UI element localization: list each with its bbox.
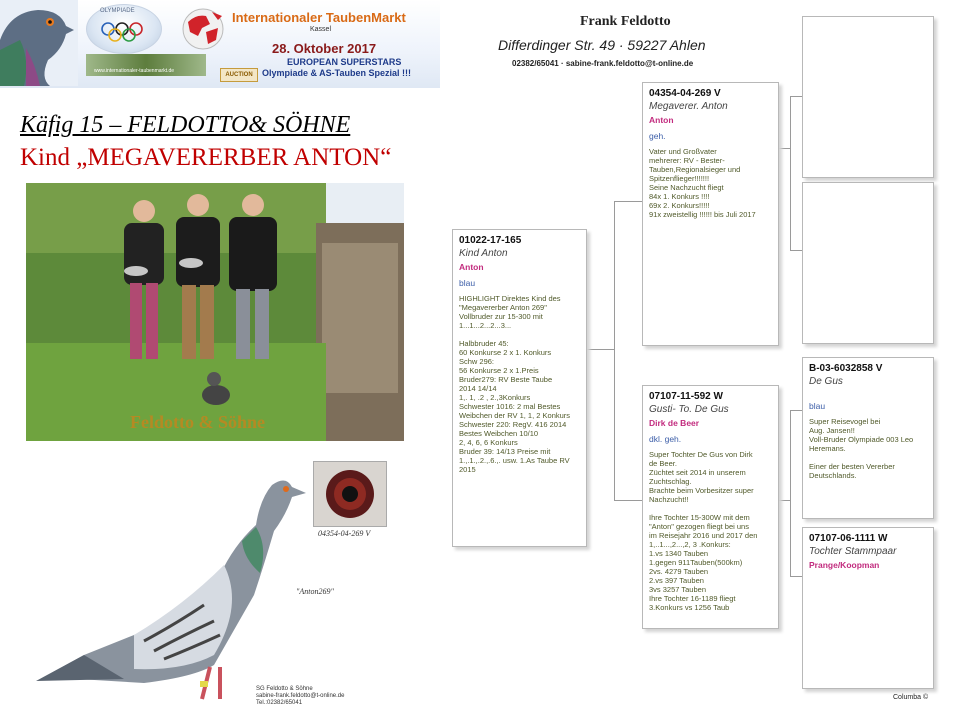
family-photo-image [26,183,404,441]
ring-number: 07107-11-592 W [649,391,723,402]
connector-line [587,349,615,350]
banner-title: Internationaler TaubenMarkt [232,10,406,25]
ring-number: 04354-04-269 V [649,88,721,99]
pedigree-card-father [642,82,779,346]
eye-ring-label: 04354-04-269 V [318,529,371,538]
bird-name: Gusti- To. De Gus [649,404,729,415]
breeder-name: Dirk de Beer [649,418,700,428]
bird-name: De Gus [809,376,843,387]
bird-name: Kind Anton [459,248,508,259]
olympiade-label: OLYMPIADE [100,8,135,14]
bird-color: dkl. geh. [649,434,682,444]
eye-icon [314,462,386,526]
banner-subtitle-1: EUROPEAN SUPERSTARS [287,57,402,67]
breeder-name: Anton [459,262,484,272]
columba-footer: Columba © [893,694,929,701]
pedigree-card-mgf [802,357,934,519]
owner-contact: 02382/65041 · sabine-frank.feldotto@t-online.de [512,59,694,68]
connector-line [778,148,790,149]
family-photo [26,183,404,441]
sg-phone: Tel.:02382/65041 [256,700,303,706]
bird-notes: Super Tochter De Gus von Dirk de Beer. Züchtet seit 2014 in unserem Zuchtschlag. Brachte beim Vorbesitzer super Nachzucht!! Ihre Tochter 15-300W mit dem "Anton" gezogen fliegt bei uns im Reisejahr 2016 und 2017 den 1,..1...,2...,2, 3 .Konkurs: 1.vs 1340 Tauben 1.gegen 911Tauben(500km) 2vs. 4279 Tauben 2.vs 397 Tauben 3vs 3257 Tauben Ihre Tochter 16-1189 fliegt 3.Konkurs vs 1256 Taub [649,450,758,612]
connector-line [614,201,644,202]
sg-email: sabine-frank.feldotto@t-online.de [256,693,345,699]
cage-heading: Käfig 15 – FELDOTTO& SÖHNE [20,112,351,138]
banner-url: www.internationaler-taubenmarkt.de [94,68,175,74]
pedigree-card-fm-empty [802,182,934,344]
kind-heading: Kind „MEGAVERERBER ANTON“ [20,144,392,171]
connector-line [778,500,790,501]
sponsor-logo: AUCTION [220,68,258,82]
connector-line [790,96,791,250]
pedigree-card-mother [642,385,779,629]
connector-line [614,500,644,501]
eye-photo [313,461,387,527]
connector-line [790,410,791,576]
breeder-name: Anton [649,115,674,125]
banner-subtitle-2: Olympiade & AS-Tauben Spezial !!! [262,68,412,78]
owner-name: Frank Feldotto [580,14,671,29]
bird-notes: Vater und Großvater mehrerer: RV - Bester- Tauben,Regionalsieger und Spitzenflieger!!!!!!! Seine Nachzucht fliegt 84x 1. Konkurs !!!! 69x 2. Konkurs!!!!! 91x zweistellig !!!!!! bis Juli 2017 [649,147,756,219]
banner-city: Kassel [310,26,332,33]
pedigree-card-subject [452,229,587,547]
ring-number: B-03-6032858 V [809,363,883,374]
bird-notes: Super Reisevogel bei Aug. Jansen!! Voll-Bruder Olympiade 003 Leo Heremans. Einer der besten Vererber Deutschlands. [809,417,914,480]
olympic-rings-icon [98,20,154,44]
sg-contact [256,686,344,707]
sg-name: SG Feldotto & Söhne [256,686,313,692]
breeder-name: Prange/Koopman [809,560,880,570]
bird-color: geh. [649,131,666,141]
event-banner [0,0,440,88]
bird-name: Megaverer. Anton [649,101,728,112]
pedigree-card-ff-empty [802,16,934,178]
globe-icon [180,6,226,52]
pedigree-card-mgm [802,527,934,689]
pigeon-head-image [0,0,78,86]
bird-notes: HIGHLIGHT Direktes Kind des "Megavererber Anton 269" Vollbruder zur 15-300 mit 1...1...2...2...3... Halbbruder 45: 60 Konkurse 2 x 1. Konkurs Schw 296: 56 Konkurse 2 x 1.Preis Bruder279: RV Beste Taube 2014 14/14 1,. 1, .2 , 2.,3Konkurs Schwester 1016: 2 mal Bestes Weibchen der RV 1, 1, 2 Konkurs Schwester 220: RegV. 416 2014 Bestes Weibchen 10/10 2, 4, 6, 6 Konkurs Bruder 39: 14/13 Preise mit 1.,.1.,.2.,.6.,. usw. 1.As Taube RV 2015 [459,294,571,474]
pigeon-name-label: "Anton269" [296,587,334,596]
bird-color: blau [459,278,476,288]
banner-date: 28. Oktober 2017 [272,41,377,56]
photo-caption: Feldotto & Söhne [130,412,265,432]
bird-name: Tochter Stammpaar [809,546,897,557]
connector-line [614,201,615,501]
ring-number: 01022-17-165 [459,235,522,246]
owner-address: Differdinger Str. 49 · 59227 Ahlen [498,37,706,53]
ring-number: 07107-06-1111 W [809,533,888,544]
pigeon-image [24,455,324,715]
bird-color: blau [809,401,826,411]
